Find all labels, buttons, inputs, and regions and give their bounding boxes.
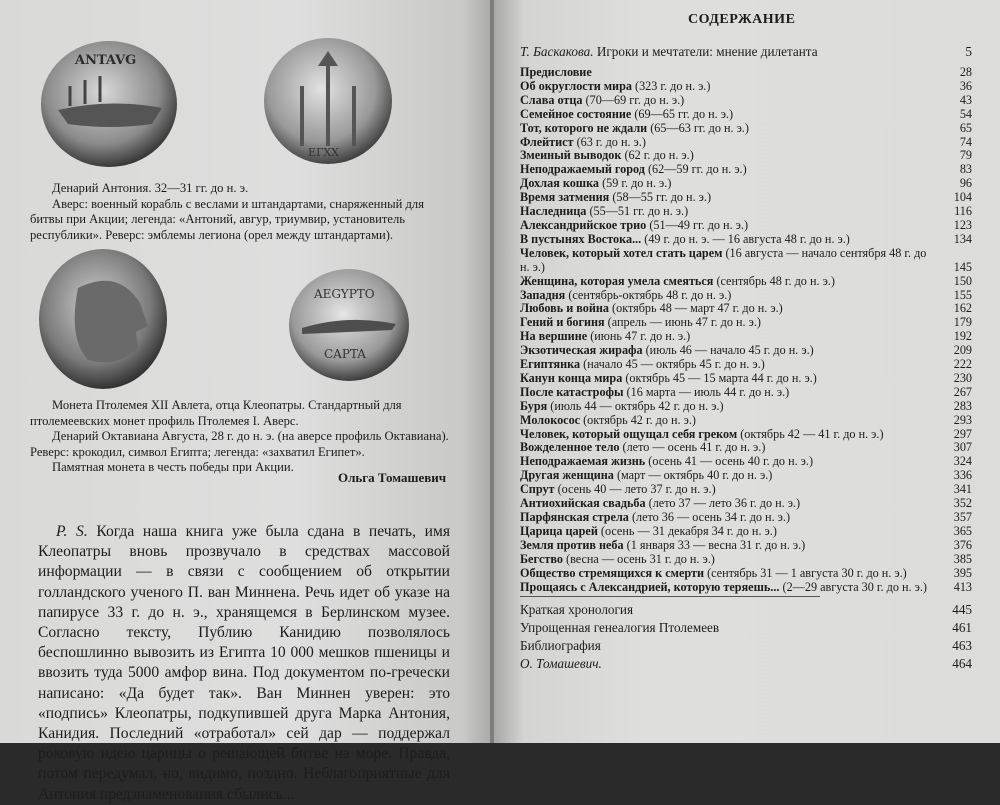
toc-entries bbox=[520, 66, 972, 594]
caption2-p3: Памятная монета в честь победы при Акции. bbox=[52, 460, 294, 475]
toc-entry-title: Царица царей bbox=[520, 523, 598, 538]
caption2-p1: Монета Птолемея XII Авлета, отца Клеопатры. Стандартный для птолемеевских монет профиль Птолемея I. Аверс. bbox=[30, 398, 402, 428]
toc-entry-title: Антиохийская свадьба bbox=[520, 496, 646, 511]
toc-entry-page: 145 bbox=[953, 259, 972, 274]
toc-entry-title: Бегство bbox=[520, 551, 563, 566]
toc-entry bbox=[520, 511, 972, 525]
toc-entry-page: 283 bbox=[953, 398, 972, 413]
toc-appendix-page: 445 bbox=[952, 602, 972, 618]
toc-entry-page: 192 bbox=[953, 329, 972, 344]
toc-entry-page: 307 bbox=[953, 440, 972, 455]
toc-entry-page: 96 bbox=[959, 176, 972, 191]
toc-entry-dates: (сентябрь-октябрь 48 г. до н. э.) bbox=[565, 287, 732, 302]
toc-entry-dates: (июль 44 — октябрь 42 г. до н. э.) bbox=[547, 398, 724, 413]
ps-label: P. S. bbox=[56, 523, 88, 540]
toc-entry-dates: (осень 41 — осень 40 г. до н. э.) bbox=[645, 454, 814, 469]
toc-first-page: 5 bbox=[965, 44, 972, 59]
toc-separator bbox=[520, 596, 820, 597]
toc-entry-title: После катастрофы bbox=[520, 384, 624, 399]
toc-entry-dates: (16 августа — начало сентября 48 г. до н. э.) bbox=[520, 245, 927, 274]
toc-entry bbox=[520, 497, 972, 511]
coin-ptolemy bbox=[38, 248, 168, 390]
toc-title: СОДЕРЖАНИЕ bbox=[688, 12, 796, 27]
toc-entry bbox=[520, 539, 972, 553]
toc-entry-page: 230 bbox=[953, 370, 972, 385]
toc-entry bbox=[520, 386, 972, 400]
left-page bbox=[0, 0, 492, 803]
toc-entry-title: Земля против неба bbox=[520, 537, 624, 552]
toc-entry-dates: (июль 46 — начало 45 г. до н. э.) bbox=[642, 343, 814, 358]
toc-entry bbox=[520, 344, 972, 358]
toc-entry bbox=[520, 358, 972, 372]
toc-entry-page: 341 bbox=[953, 482, 972, 497]
caption2-p2: Денарий Октавиана Августа, 28 г. до н. э. (на аверсе профиль Октавиана). Реверс: крокодил, символ Египта; легенда: «захватил Египет». bbox=[30, 429, 449, 459]
toc-entry-page: 395 bbox=[953, 565, 972, 580]
toc-entry bbox=[520, 219, 972, 233]
toc-entry-dates: (55—51 гг. до н. э.) bbox=[586, 204, 689, 219]
toc-entry-dates: (69—65 гг. до н. э.) bbox=[631, 106, 734, 121]
toc-entry-dates: (62 г. до н. э.) bbox=[621, 148, 694, 163]
toc-entry bbox=[520, 122, 972, 136]
toc-entry-title: На вершине bbox=[520, 329, 588, 344]
toc-entry bbox=[520, 428, 972, 442]
toc-entry-title: Александрийское трио bbox=[520, 217, 647, 232]
toc-entry-dates: (1 января 33 — весна 31 г. до н. э.) bbox=[623, 537, 806, 552]
toc-entry bbox=[520, 316, 972, 330]
toc-entry-title: Вожделенное тело bbox=[520, 440, 620, 455]
toc-entry-title: Неподражаемая жизнь bbox=[520, 454, 646, 469]
coin4-legend-bottom: CAPTA bbox=[324, 347, 366, 361]
toc-entry-title: Гений и богиня bbox=[520, 315, 605, 330]
toc-last-fragment bbox=[520, 655, 972, 673]
toc-entry bbox=[520, 330, 972, 344]
author-signature: Ольга Томашевич bbox=[338, 470, 447, 485]
toc-entry-page: 54 bbox=[959, 106, 972, 121]
toc-entry-page: 28 bbox=[959, 65, 972, 79]
toc-first-title: Игроки и мечтатели: мнение дилетанта bbox=[596, 44, 818, 59]
toc-entry bbox=[520, 80, 972, 94]
toc-entry-title: Змеиный выводок bbox=[520, 148, 622, 163]
toc-entry-dates: (49 г. до н. э. — 16 августа 48 г. до н. э.) bbox=[641, 231, 850, 246]
toc-appendix-entry bbox=[520, 637, 972, 655]
toc-entry-title: Любовь и война bbox=[520, 301, 609, 316]
toc-entry-page: 209 bbox=[953, 343, 972, 358]
toc-entry-page: 357 bbox=[953, 510, 972, 524]
toc-entry bbox=[520, 149, 972, 163]
toc-entry-title: Дохлая кошка bbox=[520, 176, 600, 191]
ps-text: Когда наша книга уже была сдана в печать, имя Клеопатры вновь прозвучало в средствах массовой информации — в связи с сообщением об открытии голландского ученого П. ван Миннена. Речь идет об указе на папирусе 33 г. до н. э., хранящемся в Берлинском музее. Согласно тексту, Публию Канидию позволялось беспошлинно вывозить из Египта 10 000 мешков пшеницы и ввозить туда 5000 амфор вина. Под документом по-гречески написано: «Да будет так». Ван Миннен уверен: это «подпись» Клеопатры, подкупившей друга Марка Антония, Канидия. Последний «отработал» сей дар — поддержал роковую идею царицы о решающей битве на море. Правда, потом передумал, но, видимо, поздно. Неблагоприятные для Антония предзнаменования сбылись... bbox=[38, 523, 450, 803]
toc-entry-title: Египтянка bbox=[520, 357, 581, 372]
toc-entry-dates: (16 марта — июль 44 г. до н. э.) bbox=[623, 384, 790, 399]
coin-antony-reverse bbox=[262, 36, 394, 166]
crocodile-coin-image bbox=[288, 268, 410, 382]
toc-entry-title: Предисловие bbox=[520, 65, 592, 79]
toc-entry-page: 74 bbox=[959, 134, 972, 149]
toc-entry-dates: (58—55 гг. до н. э.) bbox=[609, 190, 712, 205]
ptolemy-portrait-coin-image bbox=[38, 248, 168, 390]
toc-last-page: 464 bbox=[952, 656, 972, 672]
toc-appendix-page: 461 bbox=[952, 620, 972, 636]
toc-entry bbox=[520, 136, 972, 150]
toc-entry-title: Молокосос bbox=[520, 412, 581, 427]
toc-entry bbox=[520, 483, 972, 497]
toc-entry-page: 104 bbox=[953, 190, 972, 205]
toc-entry-title: Семейное состояние bbox=[520, 106, 632, 121]
toc-entry-page: 336 bbox=[953, 468, 972, 483]
toc-entry-title: Другая женщина bbox=[520, 468, 614, 483]
coin2-legend: ЕГХХ bbox=[308, 146, 339, 159]
toc-entry-dates: (октябрь 42 г. до н. э.) bbox=[580, 412, 696, 427]
caption-ptolemy-octavian bbox=[30, 398, 450, 476]
toc-entry-page: 352 bbox=[953, 496, 972, 511]
toc-entry bbox=[520, 275, 972, 289]
galley-coin-image bbox=[40, 40, 178, 168]
toc-entry-title: Парфянская стрела bbox=[520, 510, 629, 524]
toc-entry bbox=[520, 205, 972, 219]
toc-entry bbox=[520, 581, 972, 595]
toc-entry-dates: (осень — 31 декабря 34 г. до н. э.) bbox=[597, 523, 777, 538]
toc-entry-dates: (октябрь 48 — март 47 г. до н. э.) bbox=[609, 301, 783, 316]
toc-entry-page: 222 bbox=[953, 357, 972, 372]
toc-appendix-entry bbox=[520, 619, 972, 637]
toc-entry-dates: (63 г. до н. э.) bbox=[573, 134, 646, 149]
toc-entry-page: 162 bbox=[953, 301, 972, 316]
toc-entry-dates: (62—59 гг. до н. э.) bbox=[644, 162, 747, 177]
toc-entry-dates: (лето — осень 41 г. до н. э.) bbox=[619, 440, 766, 455]
toc-entry-page: 365 bbox=[953, 523, 972, 538]
coin4-legend-top: AEGYPTO bbox=[314, 287, 375, 301]
toc-entry-title: Экзотическая жирафа bbox=[520, 343, 643, 358]
toc-entry-title: Женщина, которая умела смеяться bbox=[520, 273, 714, 288]
coin1-legend: ANTAVG bbox=[75, 53, 137, 68]
toc-entry bbox=[520, 191, 972, 205]
toc-entry-page: 116 bbox=[954, 204, 972, 219]
toc-entry-dates: (весна — осень 31 г. до н. э.) bbox=[563, 551, 715, 566]
toc-entry-title: Наследница bbox=[520, 204, 587, 219]
toc-entry-page: 413 bbox=[953, 579, 972, 594]
toc-entry-title: Неподражаемый город bbox=[520, 162, 645, 177]
toc-entry-page: 43 bbox=[959, 92, 972, 107]
toc-entry bbox=[520, 163, 972, 177]
toc-entry-page: 293 bbox=[953, 412, 972, 427]
toc-entry-page: 297 bbox=[953, 426, 972, 441]
toc-entry-title: Флейтист bbox=[520, 134, 574, 149]
toc-entry-title: Спрут bbox=[520, 482, 555, 497]
toc-entry bbox=[520, 372, 972, 386]
toc-appendix-title: Упрощенная генеалогия Птолемеев bbox=[520, 620, 720, 636]
toc-last-author: О. Томашевич. bbox=[520, 656, 602, 672]
toc-entry-page: 65 bbox=[959, 120, 972, 135]
toc-entry-dates: (сентябрь 48 г. до н. э.) bbox=[713, 273, 835, 288]
toc-entry-page: 36 bbox=[959, 78, 972, 93]
toc-entry-page: 79 bbox=[959, 148, 972, 163]
toc-entry bbox=[520, 469, 972, 483]
toc-entry-title: Человек, который хотел стать царем bbox=[520, 245, 723, 260]
toc-entry-page: 324 bbox=[953, 454, 972, 469]
toc-entry bbox=[520, 94, 972, 108]
toc-entry-title: Прощаясь с Александрией, которую теряешь... bbox=[520, 579, 780, 594]
caption-antony-denarius bbox=[30, 181, 450, 243]
toc-appendix-title: Краткая хронология bbox=[520, 602, 634, 618]
table-of-contents bbox=[520, 44, 972, 673]
toc-entry-title: Слава отца bbox=[520, 92, 583, 107]
toc-entry bbox=[520, 247, 972, 275]
standards-coin-image bbox=[262, 36, 394, 166]
toc-entry-dates: (октябрь 45 — 15 марта 44 г. до н. э.) bbox=[622, 370, 817, 385]
toc-entry-title: Об округлости мира bbox=[520, 78, 632, 93]
toc-entry-page: 385 bbox=[953, 551, 972, 566]
toc-entry-page: 179 bbox=[953, 315, 972, 330]
toc-entry bbox=[520, 233, 972, 247]
toc-entry-title: Время затмения bbox=[520, 190, 610, 205]
toc-entry bbox=[520, 441, 972, 455]
toc-entry bbox=[520, 289, 972, 303]
coin-antony-obverse bbox=[40, 40, 178, 168]
toc-entry bbox=[520, 302, 972, 316]
toc-entry bbox=[520, 66, 972, 80]
toc-entry-dates: (65—63 гг. до н. э.) bbox=[647, 120, 749, 135]
toc-entry bbox=[520, 177, 972, 191]
toc-entry-page: 83 bbox=[959, 162, 972, 177]
toc-entry-dates: (59 г. до н. э.) bbox=[599, 176, 672, 191]
toc-entry-title: Буря bbox=[520, 398, 548, 413]
toc-appendix-title: Библиография bbox=[520, 638, 601, 654]
toc-entry-page: 267 bbox=[953, 384, 972, 399]
toc-entry bbox=[520, 414, 972, 428]
toc-entry-dates: (2—29 августа 30 г. до н. э.) bbox=[779, 579, 927, 594]
toc-entry-title: Общество стремящихся к смерти bbox=[520, 565, 705, 580]
coin-octavian-reverse bbox=[288, 268, 410, 382]
toc-appendix-entry bbox=[520, 601, 972, 619]
toc-entry-dates: (51—49 гг. до н. э.) bbox=[646, 217, 749, 232]
toc-entry-title: Тот, которого не ждали bbox=[520, 120, 648, 135]
toc-entry bbox=[520, 455, 972, 469]
toc-entry-page: 123 bbox=[953, 217, 972, 232]
toc-entry-title: В пустынях Востока... bbox=[520, 231, 642, 246]
toc-entry-dates: (октябрь 42 — 41 г. до н. э.) bbox=[737, 426, 884, 441]
right-page bbox=[494, 0, 1000, 743]
toc-entry-dates: (июнь 47 г. до н. э.) bbox=[587, 329, 691, 344]
toc-entry-page: 155 bbox=[953, 287, 972, 302]
toc-entry bbox=[520, 553, 972, 567]
toc-entry-dates: (лето 37 — лето 36 г. до н. э.) bbox=[645, 496, 801, 511]
toc-entry-title: Западня bbox=[520, 287, 566, 302]
toc-entry-page: 150 bbox=[953, 273, 972, 288]
toc-entry-title: Человек, который ощущал себя греком bbox=[520, 426, 738, 441]
ps-paragraph bbox=[38, 522, 450, 805]
toc-entry-dates: (осень 40 — лето 37 г. до н. э.) bbox=[554, 482, 716, 497]
toc-entry-dates: (сентябрь 31 — 1 августа 30 г. до н. э.) bbox=[704, 565, 907, 580]
toc-entry-page: 134 bbox=[953, 231, 972, 246]
toc-entry-title: Канун конца мира bbox=[520, 370, 623, 385]
toc-appendix-page: 463 bbox=[952, 638, 972, 654]
toc-entry-dates: (лето 36 — осень 34 г. до н. э.) bbox=[628, 510, 790, 524]
toc-entry-dates: (март — октябрь 40 г. до н. э.) bbox=[613, 468, 773, 483]
caption1-line1: Денарий Антония. 32—31 гг. до н. э. bbox=[52, 181, 249, 195]
toc-entry bbox=[520, 108, 972, 122]
toc-first-entry bbox=[520, 44, 972, 60]
toc-entry bbox=[520, 567, 972, 581]
toc-entry-page: 376 bbox=[953, 537, 972, 552]
toc-entry-dates: (323 г. до н. э.) bbox=[631, 78, 711, 93]
toc-first-author: Т. Баскакова. bbox=[520, 44, 594, 59]
toc-entry-dates: (начало 45 — октябрь 45 г. до н. э.) bbox=[580, 357, 765, 372]
toc-entry bbox=[520, 525, 972, 539]
toc-entry-dates: (70—69 гг. до н. э.) bbox=[582, 92, 685, 107]
caption1-line2: Аверс: военный корабль с веслами и штандартами, снаряженный для битвы при Акции; легенда: «Антоний, авгур, триумвир, установитель республики». Реверс: эмблемы легиона (орел между штандартами). bbox=[30, 196, 424, 242]
toc-entry bbox=[520, 400, 972, 414]
toc-appendix bbox=[520, 601, 972, 655]
toc-entry-dates: (апрель — июнь 47 г. до н. э.) bbox=[604, 315, 761, 330]
